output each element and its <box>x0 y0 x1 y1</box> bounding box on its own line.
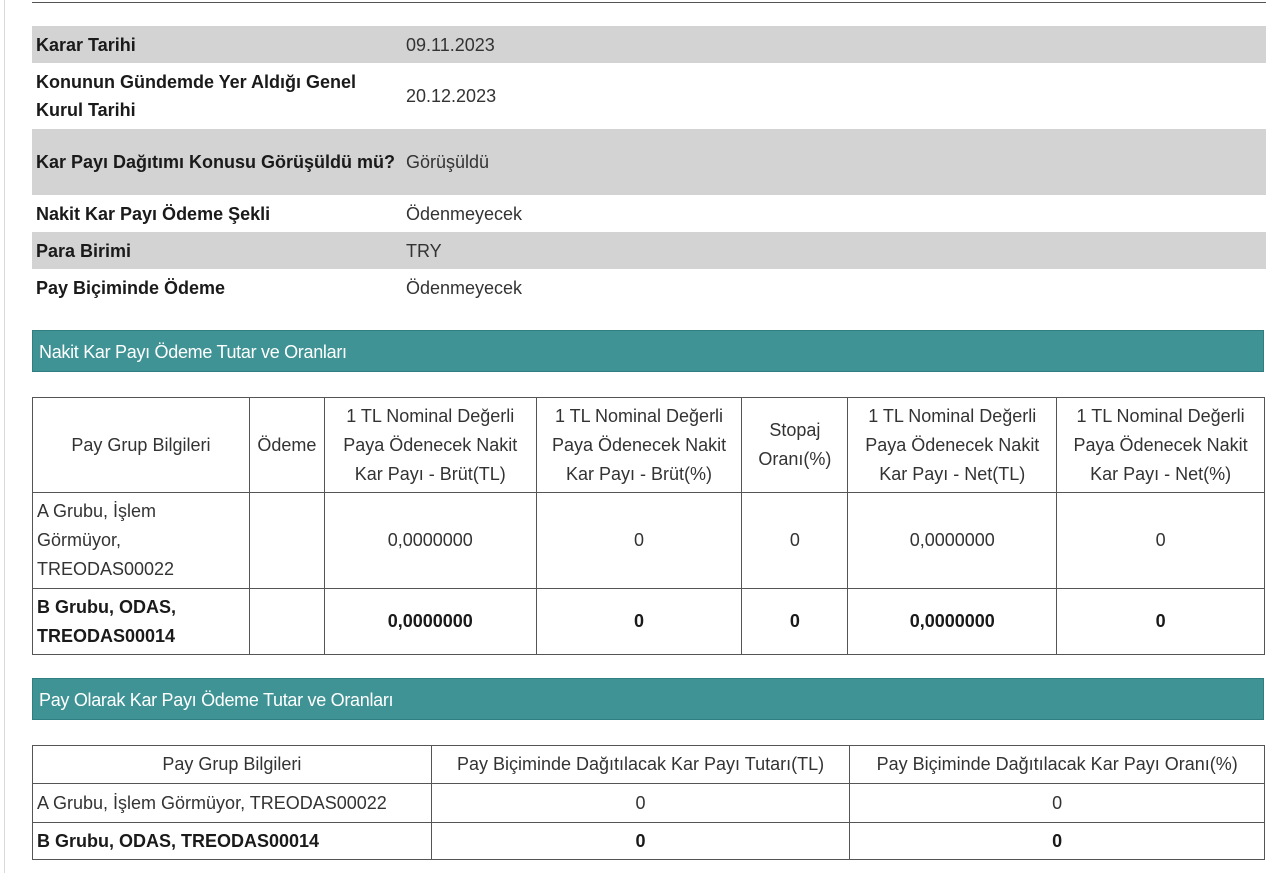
withholding-cell: 0 <box>742 589 848 655</box>
info-value: TRY <box>402 232 1266 269</box>
net-tl-cell: 0,0000000 <box>848 589 1057 655</box>
amount-cell: 0 <box>431 784 850 823</box>
withholding-cell: 0 <box>742 493 848 589</box>
net-pct-cell: 0 <box>1057 589 1265 655</box>
left-border <box>4 0 5 873</box>
table-row <box>33 493 1265 589</box>
info-label: Pay Biçiminde Ödeme <box>36 277 226 298</box>
info-row-share-payment <box>32 269 1266 306</box>
net-pct-cell: 0 <box>1057 493 1265 589</box>
info-row-currency <box>32 232 1266 269</box>
info-row-discussed <box>32 129 1266 195</box>
column-header: Stopaj Oranı(%) <box>742 398 848 493</box>
cash-section-header: Nakit Kar Payı Ödeme Tutar ve Oranları <box>32 330 1264 372</box>
group-cell: A Grubu, İşlem Görmüyor, TREODAS00022 <box>33 784 432 823</box>
gross-pct-cell: 0 <box>536 589 742 655</box>
ratio-cell: 0 <box>850 823 1265 860</box>
ratio-cell: 0 <box>850 784 1265 823</box>
table-row <box>33 589 1265 655</box>
info-value: 09.11.2023 <box>402 26 1266 63</box>
column-header: Pay Grup Bilgileri <box>33 746 432 784</box>
decision-info-table <box>32 26 1266 306</box>
info-row-general-assembly-date <box>32 63 1266 129</box>
share-section-header: Pay Olarak Kar Payı Ödeme Tutar ve Oranları <box>32 678 1264 720</box>
amount-cell: 0 <box>431 823 850 860</box>
info-label: Kar Payı Dağıtımı Konusu Görüşüldü mü? <box>32 129 402 195</box>
group-cell: A Grubu, İşlem Görmüyor, TREODAS00022 <box>33 493 250 589</box>
top-divider <box>32 2 1266 3</box>
info-value: Ödenmeyecek <box>406 277 523 298</box>
info-value: Ödenmeyecek <box>406 203 523 224</box>
gross-tl-cell: 0,0000000 <box>324 493 536 589</box>
payment-cell <box>249 589 324 655</box>
column-header: 1 TL Nominal Değerli Paya Ödenecek Nakit Kar Payı - Brüt(TL) <box>324 398 536 493</box>
info-label: Konunun Gündemde Yer Aldığı Genel Kurul Tarihi <box>36 72 357 120</box>
info-row-cash-payment-type <box>32 195 1266 232</box>
column-header: 1 TL Nominal Değerli Paya Ödenecek Nakit Kar Payı - Net(%) <box>1057 398 1265 493</box>
table-header-row <box>33 746 1265 784</box>
group-cell: B Grubu, ODAS, TREODAS00014 <box>33 823 432 860</box>
info-row-decision-date <box>32 26 1266 63</box>
gross-pct-cell: 0 <box>536 493 742 589</box>
info-label: Karar Tarihi <box>32 26 402 63</box>
column-header: 1 TL Nominal Değerli Paya Ödenecek Nakit Kar Payı - Brüt(%) <box>536 398 742 493</box>
column-header: Pay Grup Bilgileri <box>33 398 250 493</box>
column-header: Pay Biçiminde Dağıtılacak Kar Payı Tutarı(TL) <box>431 746 850 784</box>
info-value: 20.12.2023 <box>406 86 497 106</box>
info-label: Para Birimi <box>32 232 402 269</box>
table-row <box>33 823 1265 860</box>
column-header: 1 TL Nominal Değerli Paya Ödenecek Nakit Kar Payı - Net(TL) <box>848 398 1057 493</box>
cash-dividend-table <box>32 397 1265 655</box>
payment-cell <box>249 493 324 589</box>
table-header-row <box>33 398 1265 493</box>
column-header: Pay Biçiminde Dağıtılacak Kar Payı Oranı(%) <box>850 746 1265 784</box>
net-tl-cell: 0,0000000 <box>848 493 1057 589</box>
info-value: Görüşüldü <box>402 129 1266 195</box>
group-cell: B Grubu, ODAS, TREODAS00014 <box>33 589 250 655</box>
gross-tl-cell: 0,0000000 <box>324 589 536 655</box>
column-header: Ödeme <box>249 398 324 493</box>
table-row <box>33 784 1265 823</box>
share-dividend-table <box>32 745 1265 860</box>
info-label: Nakit Kar Payı Ödeme Şekli <box>36 203 271 224</box>
